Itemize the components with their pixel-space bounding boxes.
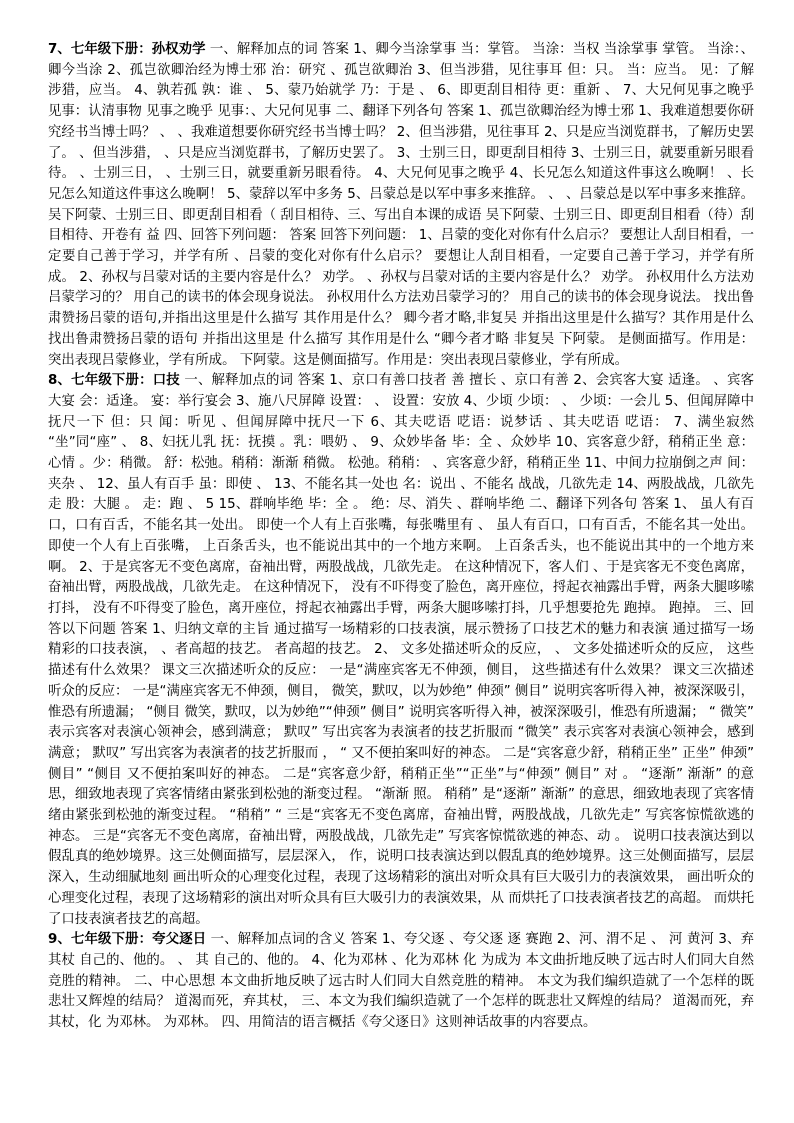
- section-kou-ji: [48, 371, 754, 930]
- section-kua-fu-zhu-ri: [48, 930, 754, 1034]
- section-title: 9、七年级下册：夸父逐日: [48, 932, 207, 948]
- section-sun-quan-quan-xue: [48, 40, 754, 371]
- section-body: 一、解释加点的词 答案 1、卿今当涂掌事 当：掌管。 当涂：当权 当涂掌事 掌管。 当涂：、卿今当涂 2、孤岂欲卿治经为博士邪 治：研究 、孤岂欲卿治 3、但当涉猎，见往事耳 但：只。 当：应当。 见：了解 涉猎，应当。 4、孰若孤 孰：谁 、 5、蒙乃始就学 乃：于是 、 6、即更刮目相待 更：重新 、 7、大兄何见事之晚乎 见事：认清事物 见事之晚乎 见事：、大兄何见事 二、翻译下列各句 答案 1、孤岂欲卿治经为博士邪 1、我难道想要你研究经书当博士吗？ 、 、我难道想要你研究经书当博士吗？ 2、但当涉猎，见往事耳 2、只是应当浏览群书，了解历史罢了。 、但当涉猎， 、只是应当浏览群书，了解历史罢了。 3、士别三日，即更刮目相待 3、士别三日，就要重新另眼看待。 、士别三日， 、士别三日，就要重新另眼看待。 4、大兄何见事之晚乎 4、长兄怎么知道这件事这么晚啊！ 、长兄怎么知道这件事这么晚啊！ 5、蒙辞以军中多务 5、吕蒙总是以军中事多来推辞。 、 、吕蒙总是以军中事多来推辞。 吴下阿蒙、士别三日、即更刮目相看（ 刮目相待、三、写出自本课的成语 吴下阿蒙、士别三日、即更刮目相看（待）刮目相待、开卷有 益 四、回答下列问题： 答案 回答下列问题： 1、吕蒙的变化对你有什么启示？ 要想让人刮目相看，一定要自己善于学习，并学有所 、吕蒙的变化对你有什么启示？ 要想让人刮目相看，一定要自己善于学习，并学有所 成。 2、孙权与吕蒙对话的主要内容是什么？ 劝学。 、孙权与吕蒙对话的主要内容是什么？ 劝学。 孙权用什么方法劝吕蒙学习的？ 用自己的读书的体会现身说法。 孙权用什么方法劝吕蒙学习的？ 用自己的读书的体会现身说法。 找出鲁肃赞扬吕蒙的语句,并指出这里是什么描写 其作用是什么？ 卿今者才略,非复吴 并指出这里是什么描写？其作用是什么 找出鲁肃赞扬吕蒙的语句 并指出这里是 什么描写 其作用是什么 “卿今者才略 非复吴 下阿蒙。 是侧面描写。作用是：突出表现吕蒙修业，学有所成。 下阿蒙。这是侧面描写。作用是：突出表现吕蒙修业，学有所成。: [48, 42, 754, 368]
- section-title: 7、七年级下册：孙权劝学: [48, 42, 206, 57]
- section-title: 8、七年级下册：口技: [48, 373, 180, 389]
- section-body: 一、解释加点词的含义 答案 1、夸父逐 、夸父逐 逐 赛跑 2、河、渭不足 、 河 黄河 3、弃其杖 自己的、他的。 、 其 自己的、他的。 4、化为邓林 、化为邓林 化 为成为 本文曲折地反映了远古时人们同大自然竞胜的精神。 二、中心思想 本文曲折地反映了远古时人们同大自然竞胜的精神。 本文为我们编织造就了一个怎样的既悲壮又辉煌的结局？ 道渴而死，弃其杖， 三、本文为我们编织造就了一个怎样的既悲壮又辉煌的结局？ 道渴而死，弃其杖，化 为邓林。 为邓林。 四、用简洁的语言概括《夸父逐日》这则神话故事的内容要点。: [48, 932, 754, 1031]
- section-body: 一、解释加点的词 答案 1、京口有善口技者 善 擅长 、京口有善 2、会宾客大宴 适逢。 、宾客大宴 会：适逢。 宴：举行宴会 3、施八尺屏障 设置： 、 设置：安放 4、少顷 少顷： 、 少顷：一会儿 5、但闻屏障中抚尺一下 但：只 闻：听见 、但闻屏障中抚尺一下 6、其夫呓语 呓语：说梦话 、其夫呓语 呓语： 7、满坐寂然 “坐”同“座” 、 8、妇抚儿乳 抚：抚摸 。乳：喂奶 、 9、众妙毕备 毕：全 、众妙毕 10、宾客意少舒，稍稍正坐 意：心情 。少：稍微。 舒：松弛。稍稍：渐渐 稍微。 松弛。稍稍： 、宾客意少舒，稍稍正坐 11、中间力拉崩倒之声 间：夹杂 、 12、虽人有百手 虽：即使 、 13、不能名其一处也 名：说出 、不能名 战战，几欲先走 14、两股战战，几欲先走 股：大腿 。 走：跑 、 5 15、群响毕绝 毕：全 。 绝：尽、消失 、群响毕绝 二、翻译下列各句 答案 1、 虽人有百口，口有百舌，不能名其一处出。 即使一个人有上百张嘴，每张嘴里有 、 虽人有百口，口有百舌，不能名其一处出。 即使一个人有上百张嘴， 上百条舌头，也不能说出其中的一个地方来啊。 上百条舌头，也不能说出其中的一个地方来啊。 2、于是宾客无不变色离席，奋袖出臂，两股战战，几欲先走。 在这种情况下，客人们 、于是宾客无不变色离席，奋袖出臂，两股战战，几欲先走。 在这种情况下， 没有不吓得变了脸色，离开座位，捋起衣袖露出手臂，两条大腿哆嗦打抖， 没有不吓得变了脸色，离开座位，捋起衣袖露出手臂，两条大腿哆嗦打抖，几乎想要抢先 跑掉。 跑掉。 三、回答以下问题 答案 1、归纳文章的主旨 通过描写一场精彩的口技表演，展示赞扬了口技艺术的魅力和表演 通过描写一场精彩的口技表演， 、者高超的技艺。 者高超的技艺。 2、 文多处描述听众的反应， 、 文多处描述听众的反应， 这些描述有什么效果？ 课文三次描述听众的反应： 一是“满座宾客无不伸颈，侧目， 这些描述有什么效果？ 课文三次描述听众的反应： 一是“满座宾客无不伸颈，侧目， 微笑，默叹，以为妙绝” 伸颈” 侧目” 说明宾客听得入神，被深深吸引，惟恐有所遗漏； “侧目 微笑，默叹，以为妙绝”“伸颈” 侧目” 说明宾客听得入神，被深深吸引，惟恐有所遗漏； “ 微笑” 表示宾客对表演心领神会，感到满意； 默叹” 写出宾客为表演者的技艺折服而 “微笑” 表示宾客对表演心领神会，感到满意； 默叹” 写出宾客为表演者的技艺折服而 ， “ 又不便拍案叫好的神态。 二是“宾客意少舒，稍稍正坐” 正坐” 伸颈” 侧目” “侧目 又不便拍案叫好的神态。 二是“宾客意少舒，稍稍正坐”“正坐”与“伸颈” 侧目” 对 。 “逐渐” 渐渐” 的意思，细致地表现了宾客情绪由紧张到松弛的渐变过程。 “渐渐 照。 稍稍” 是“逐渐” 渐渐” 的意思，细致地表现了宾客情绪由紧张到松弛的渐变过程。 “稍稍” “ 三是“宾客无不变色离席，奋袖出臂，两股战战，几欲先走” 写宾客惊慌欲逃的神态。 三是“宾客无不变色离席，奋袖出臂，两股战战，几欲先走” 写宾客惊慌欲逃的神态、动 。 说明口技表演达到以假乱真的绝妙境界。这三处侧面描写，层层深入， 作，说明口技表演达到以假乱真的绝妙境界。这三处侧面描写，层层深入，生动细腻地刻 画出听众的心理变化过程，表现了这场精彩的演出对听众具有巨大吸引力的表演效果， 画出听众的心理变化过程，表现了这场精彩的演出对听众具有巨大吸引力的表演效果，从 而烘托了口技表演者技艺的高超。 而烘托了口技表演者技艺的高超。: [48, 373, 754, 927]
